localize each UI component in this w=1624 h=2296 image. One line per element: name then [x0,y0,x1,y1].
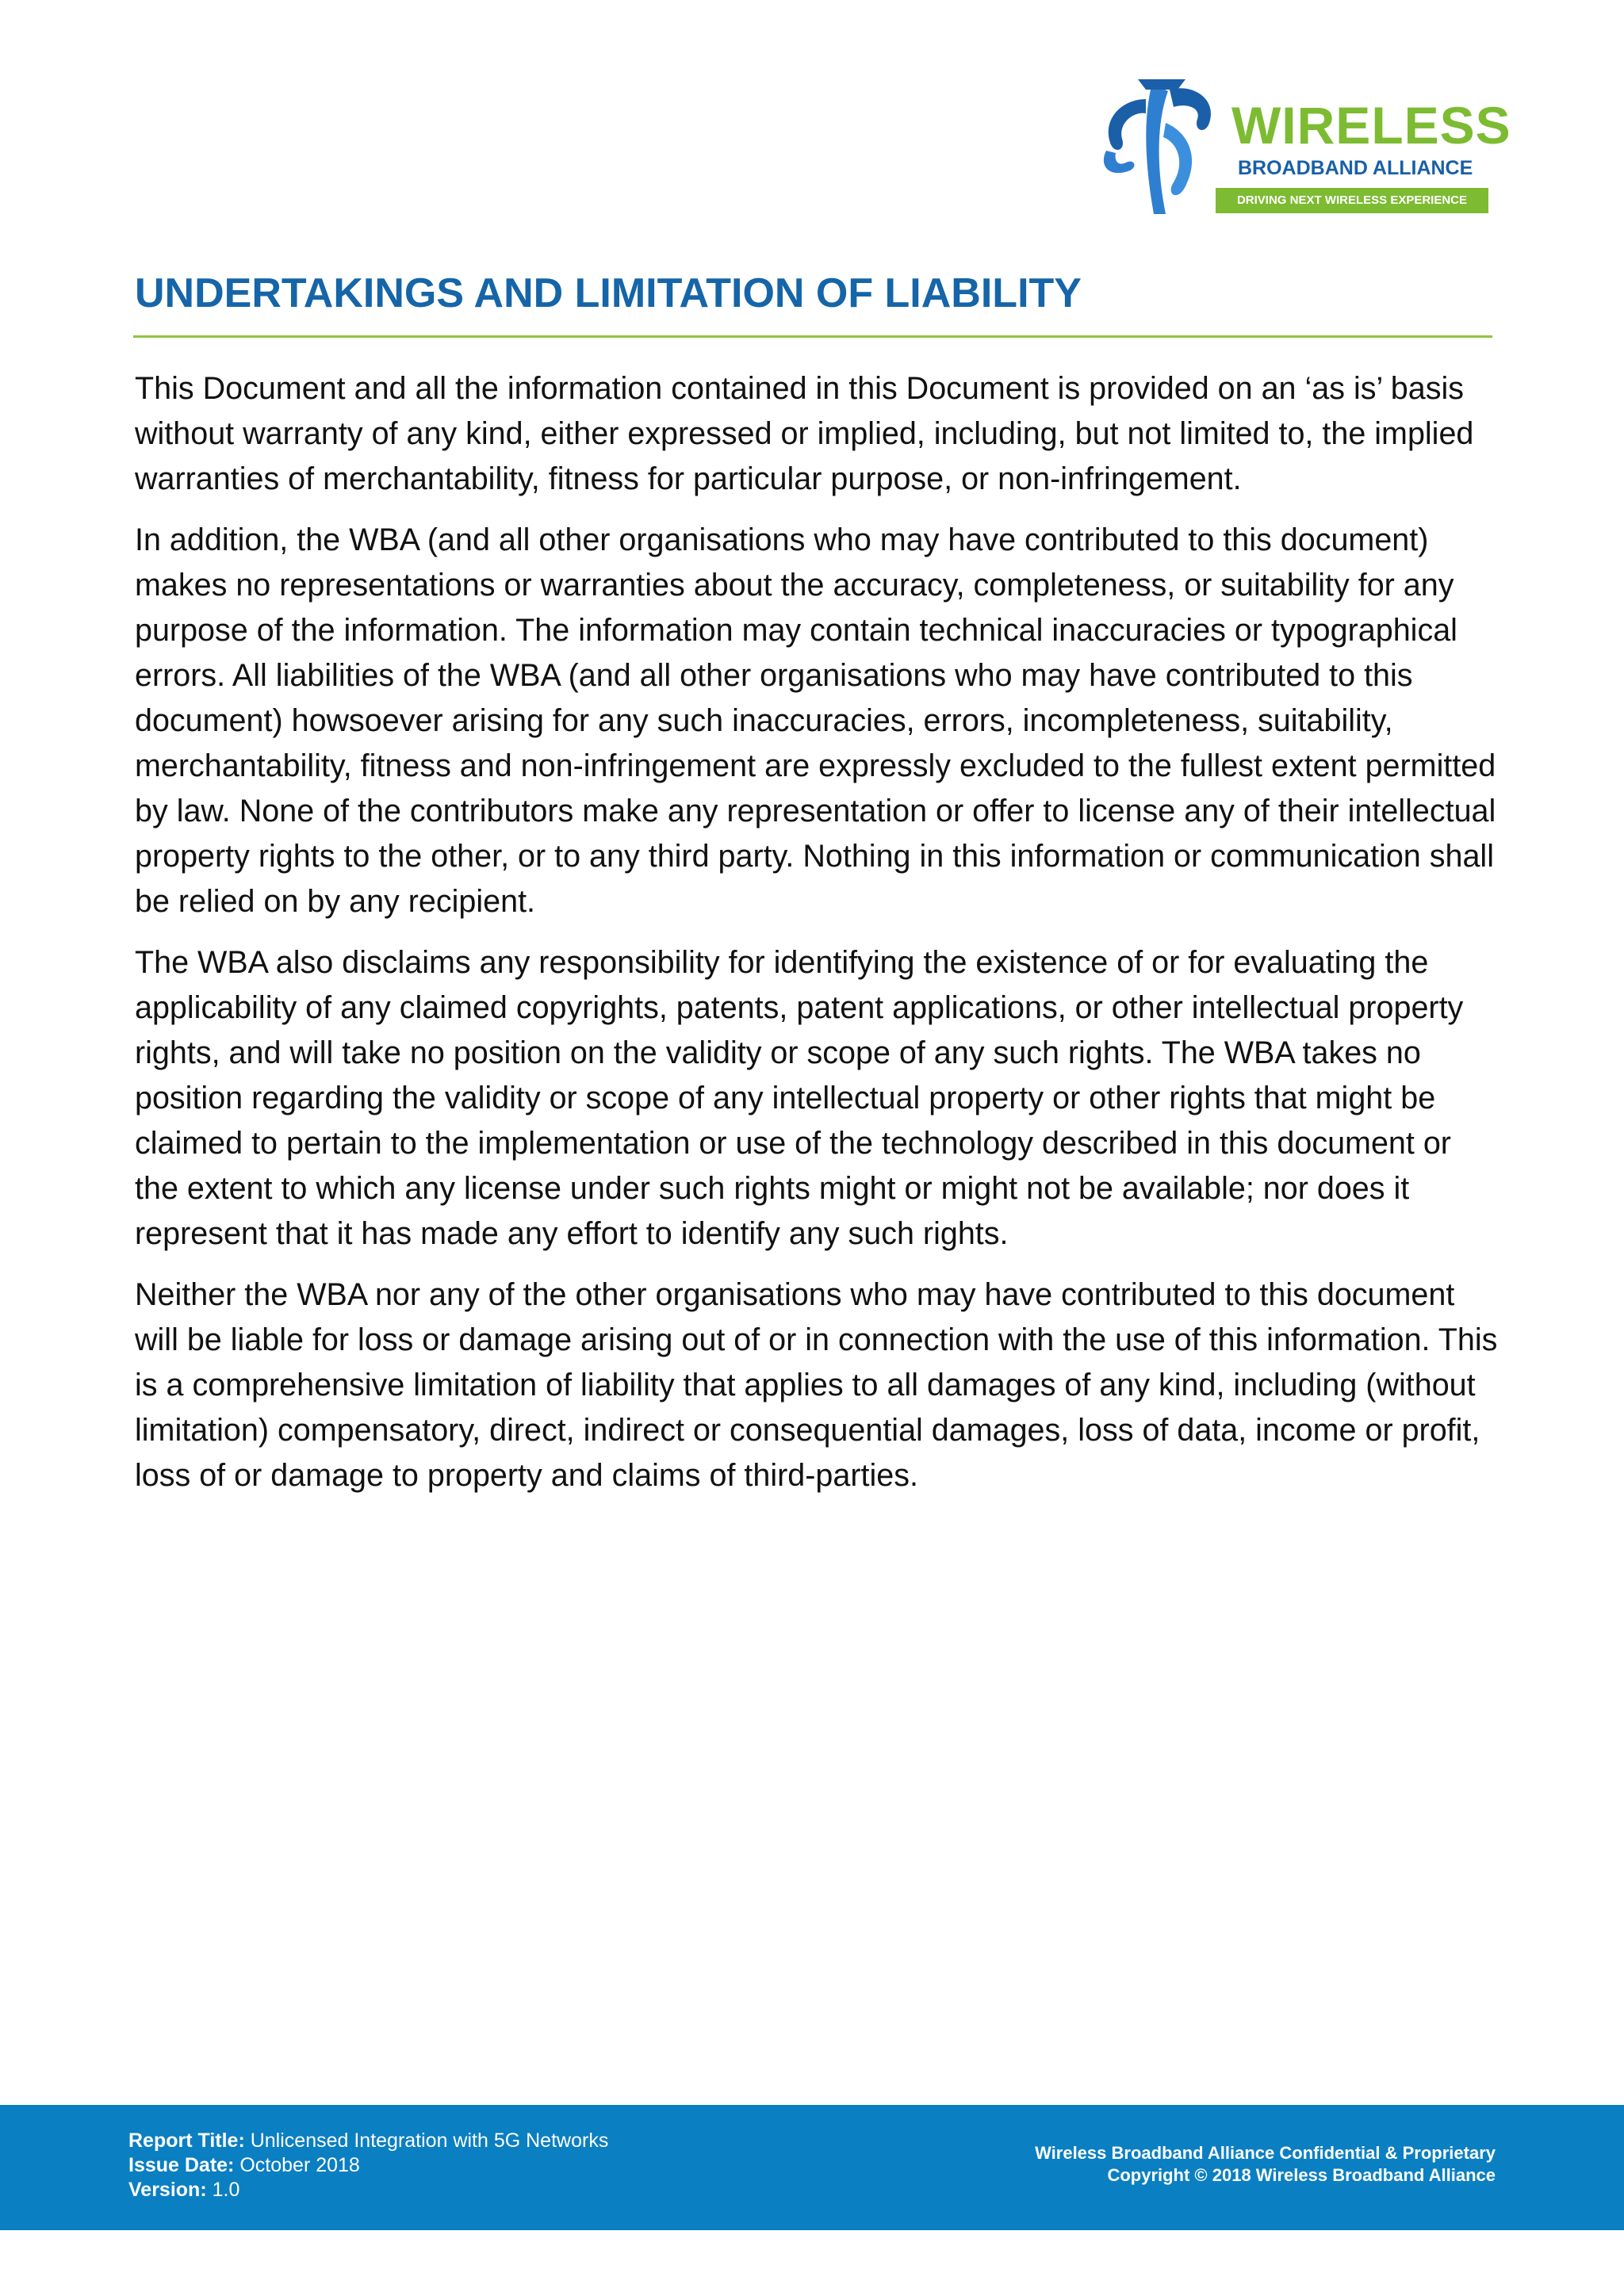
footer-legal [1035,2142,1496,2187]
footer-confidential: Wireless Broadband Alliance Confidential & Proprietary [1035,2143,1496,2163]
version-value: 1.0 [212,2179,240,2201]
version-label: Version: [128,2179,207,2201]
logo-tagline: DRIVING NEXT WIRELESS EXPERIENCE [1216,188,1488,213]
footer-issue-date [128,2153,608,2178]
wba-logo [1090,75,1511,222]
issue-date-value: October 2018 [239,2154,360,2176]
report-title-value: Unlicensed Integration with 5G Networks [250,2130,609,2152]
body-text [135,366,1499,1514]
page-title: UNDERTAKINGS AND LIMITATION OF LIABILITY [135,270,1082,316]
logo-wireless-text: WIRELESS [1231,96,1511,155]
wba-ribbon-logo-icon [1090,75,1233,218]
page-footer [0,2105,1624,2230]
heading-divider [133,335,1492,338]
footer-report-title [128,2129,608,2153]
footer-copyright: Copyright © 2018 Wireless Broadband Alliance [1107,2165,1496,2185]
paragraph-1: This Document and all the information contained in this Document is provided on an ‘as is’ basis without warranty of any kind, either expressed or implied, including, but not limited to, the implied warranties of merchantability, fitness for particular purpose, or non-infringement. [135,371,1474,496]
footer-report-info [128,2129,608,2202]
report-title-label: Report Title: [128,2130,245,2152]
paragraph-2: In addition, the WBA (and all other organisations who may have contributed to this document) makes no representations or warranties about the accuracy, completeness, or suitability for any purpose of the information. The information may contain technical inaccuracies or typographical errors. All liabilities of the WBA (and all other organisations who may have contributed to this document) howsoever arising for any such inaccuracies, errors, incompleteness, suitability, merchantability, fitness and non-infringement are expressly excluded to the fullest extent permitted by law. None of the contributors make any representation or offer to license any of their intellectual property rights to the other, or to any third party. Nothing in this information or communication shall be relied on by any recipient. [135,522,1496,919]
issue-date-label: Issue Date: [128,2154,235,2176]
footer-version [128,2178,608,2202]
logo-subtitle: BROADBAND ALLIANCE [1238,157,1473,179]
paragraph-4: Neither the WBA nor any of the other organisations who may have contributed to this document will be liable for loss or damage arising out of or in connection with the use of this information. This is a comprehensive limitation of liability that applies to all damages of any kind, including (without limitation) compensatory, direct, indirect or consequential damages, loss of data, income or profit, loss of or damage to property and claims of third-parties. [135,1277,1498,1493]
paragraph-3: The WBA also disclaims any responsibility for identifying the existence of or for evaluating the applicability of any claimed copyrights, patents, patent applications, or other intellectual property rights, and will take no position on the validity or scope of any such rights. The WBA takes no position regarding the validity or scope of any intellectual property or other rights that might be claimed to pertain to the implementation or use of the technology described in this document or the extent to which any license under such rights might or might not be available; nor does it represent that it has made any effort to identify any such rights. [135,945,1464,1251]
